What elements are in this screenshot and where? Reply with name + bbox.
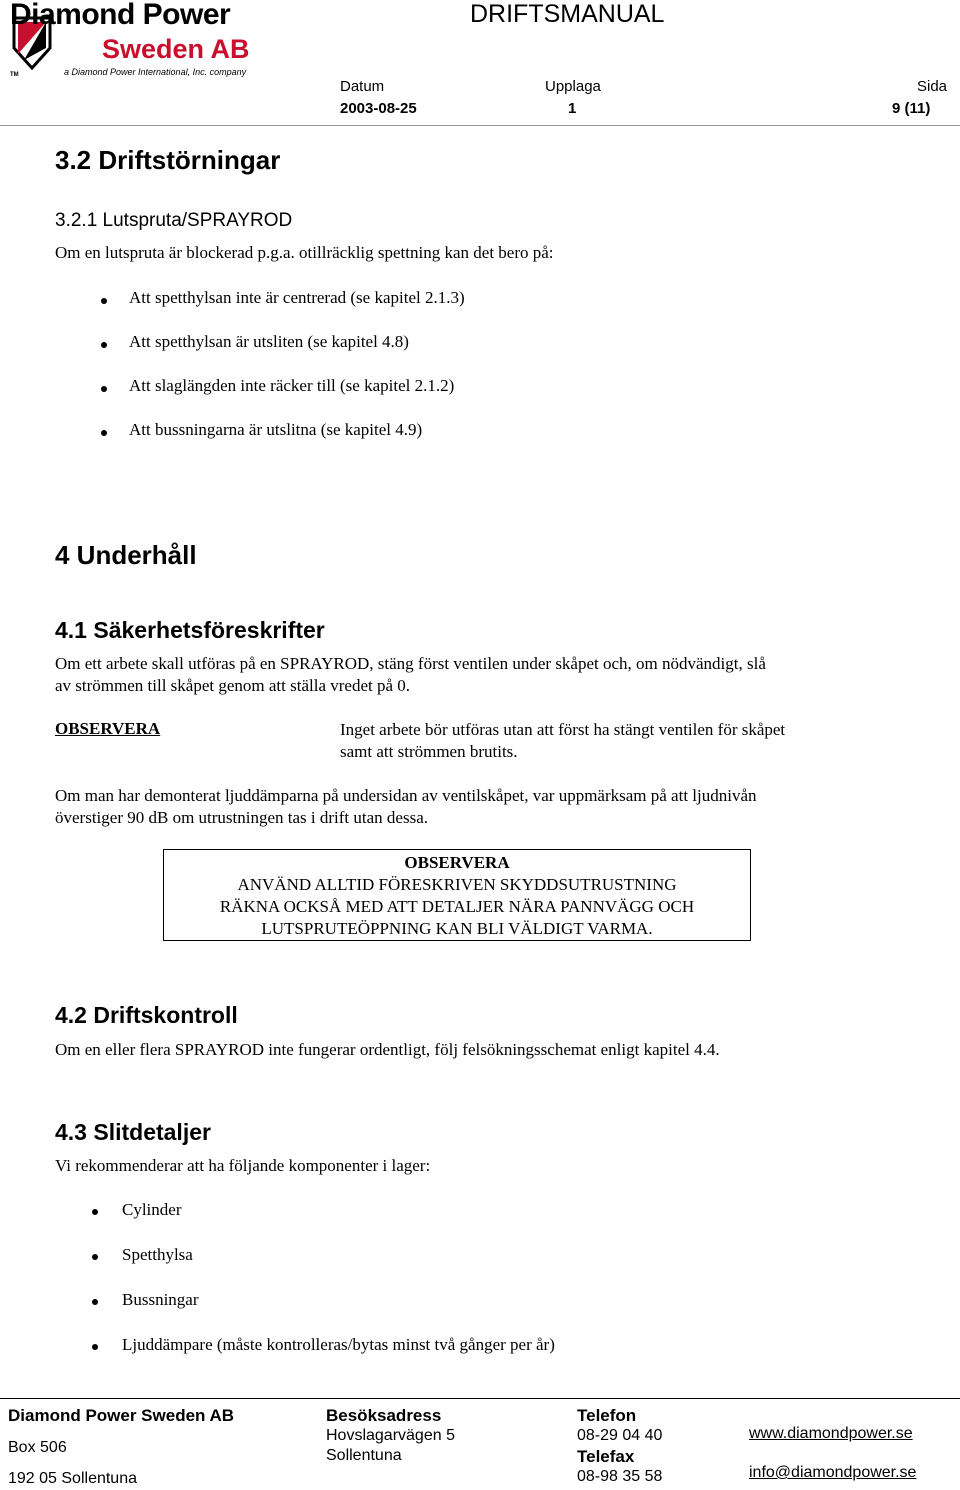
bullet-dot bbox=[101, 298, 107, 304]
heading-3-2-1: 3.2.1 Lutspruta/SPRAYROD bbox=[55, 210, 293, 231]
observe-label: OBSERVERA bbox=[55, 719, 161, 738]
section-4-3-intro: Vi rekommenderar att ha följande komponenter i lager: bbox=[55, 1156, 431, 1175]
footer-visit-label: Besöksadress bbox=[326, 1406, 442, 1425]
list-item: Cylinder bbox=[122, 1200, 182, 1219]
page-value: 9 (11) bbox=[892, 100, 931, 117]
footer-postal: 192 05 Sollentuna bbox=[8, 1470, 137, 1487]
bullet-dot bbox=[92, 1299, 98, 1305]
section-4-2-text: Om en eller flera SPRAYROD inte fungerar ordentligt, följ felsökningsschemat enligt kapitel 4.4. bbox=[55, 1040, 720, 1059]
edition-label: Upplaga bbox=[545, 78, 601, 95]
company-logo bbox=[8, 0, 258, 80]
footer-fax: 08-98 35 58 bbox=[577, 1468, 663, 1485]
edition-value: 1 bbox=[568, 100, 577, 117]
warning-line1: ANVÄND ALLTID FÖRESKRIVEN SKYDDSUTRUSTNING bbox=[237, 875, 677, 894]
warning-line2: RÄKNA OCKSÅ MED ATT DETALJER NÄRA PANNVÄGG OCH bbox=[219, 897, 695, 916]
section-4-1-para2-line1: Om man har demonterat ljuddämparna på undersidan av ventilskåpet, var uppmärksam på att ljudnivån bbox=[55, 786, 757, 805]
section-3-2-1-intro: Om en lutspruta är blockerad p.g.a. otillräcklig spettning kan det bero på: bbox=[55, 243, 554, 262]
bullet-dot bbox=[92, 1254, 98, 1260]
warning-line3: LUTSPRUTEÖPPNING KAN BLI VÄLDIGT VARMA. bbox=[261, 919, 653, 938]
footer-box: Box 506 bbox=[8, 1439, 67, 1456]
heading-4: 4 Underhåll bbox=[55, 540, 197, 570]
header-divider bbox=[0, 125, 960, 126]
observe-note-line2: samt att strömmen brutits. bbox=[340, 742, 518, 761]
list-item: Ljuddämpare (måste kontrolleras/bytas minst två gånger per år) bbox=[122, 1335, 555, 1354]
footer-fax-label: Telefax bbox=[577, 1447, 635, 1466]
bullet-dot bbox=[92, 1344, 98, 1350]
document-type: DRIFTSMANUAL bbox=[470, 0, 665, 28]
heading-4-2: 4.2 Driftskontroll bbox=[55, 1002, 238, 1028]
page-label: Sida bbox=[917, 78, 948, 95]
footer-visit-street: Hovslagarvägen 5 bbox=[326, 1427, 455, 1444]
date-value: 2003-08-25 bbox=[340, 100, 417, 117]
date-label: Datum bbox=[340, 78, 385, 95]
footer-email-link[interactable]: info@diamondpower.se bbox=[749, 1464, 917, 1481]
footer-visit-city: Sollentuna bbox=[326, 1447, 402, 1464]
list-item: Spetthylsa bbox=[122, 1245, 193, 1264]
list-item: Att bussningarna är utslitna (se kapitel 4.9) bbox=[129, 420, 423, 439]
heading-4-3: 4.3 Slitdetaljer bbox=[55, 1119, 211, 1145]
heading-4-1: 4.1 Säkerhetsföreskrifter bbox=[55, 617, 325, 643]
bullet-dot bbox=[92, 1209, 98, 1215]
footer-company: Diamond Power Sweden AB bbox=[8, 1406, 235, 1425]
footer-divider bbox=[0, 1398, 960, 1399]
footer-phone: 08-29 04 40 bbox=[577, 1427, 663, 1444]
list-item: Att spetthylsan inte är centrerad (se kapitel 2.1.3) bbox=[129, 288, 465, 307]
section-4-1-para1-line2: av strömmen till skåpet genom att ställa vredet på 0. bbox=[55, 676, 411, 695]
logo-line2: Sweden AB bbox=[102, 34, 250, 64]
warning-title: OBSERVERA bbox=[404, 853, 510, 872]
logo-line1: Diamond Power bbox=[10, 0, 231, 31]
footer-phone-label: Telefon bbox=[577, 1406, 637, 1425]
observe-note bbox=[340, 719, 860, 763]
section-4-1-para1-line1: Om ett arbete skall utföras på en SPRAYROD, stäng först ventilen under skåpet och, om nödvändigt, slå bbox=[55, 654, 766, 673]
list-item: Att slaglängden inte räcker till (se kapitel 2.1.2) bbox=[129, 376, 455, 395]
section-4-1-para2-line2: överstiger 90 dB om utrustningen tas i drift utan dessa. bbox=[55, 808, 428, 827]
bullet-dot bbox=[101, 430, 107, 436]
logo-tagline: a Diamond Power International, Inc. company bbox=[64, 67, 247, 77]
warning-box bbox=[163, 849, 751, 941]
bullet-dot bbox=[101, 386, 107, 392]
bullet-dot bbox=[101, 342, 107, 348]
observe-note-line1: Inget arbete bör utföras utan att först ha stängt ventilen för skåpet bbox=[340, 720, 786, 739]
footer-website-link[interactable]: www.diamondpower.se bbox=[749, 1425, 913, 1442]
list-item: Att spetthylsan är utsliten (se kapitel 4.8) bbox=[129, 332, 409, 351]
heading-3-2: 3.2 Driftstörningar bbox=[55, 145, 281, 175]
list-item: Bussningar bbox=[122, 1290, 199, 1309]
logo-tm: TM bbox=[10, 72, 19, 78]
